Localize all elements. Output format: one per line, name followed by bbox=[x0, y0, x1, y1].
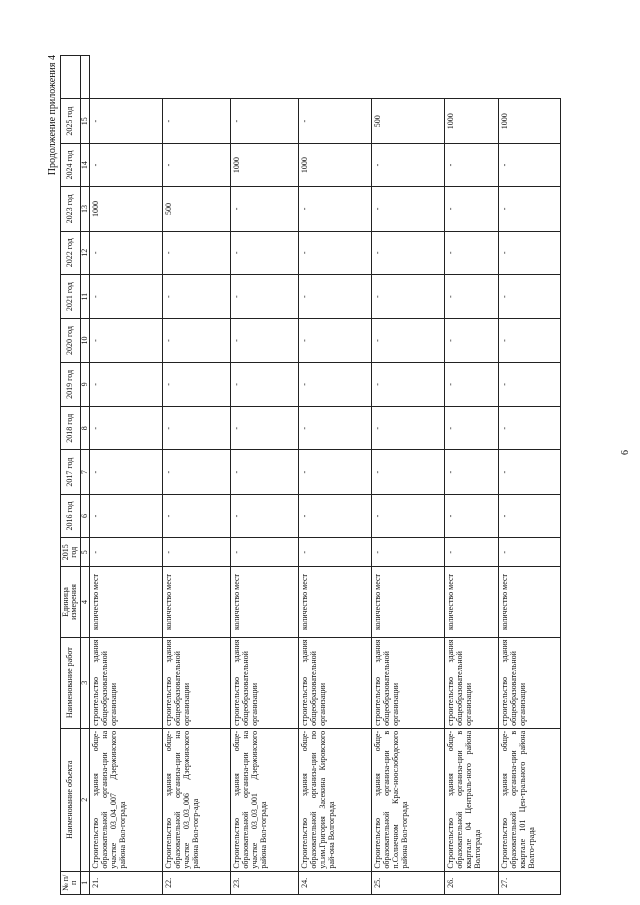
row-number: 22. bbox=[162, 871, 230, 894]
column-index: 10 bbox=[80, 319, 89, 362]
year-value: - bbox=[444, 274, 498, 318]
column-index: 13 bbox=[80, 187, 89, 231]
year-value: - bbox=[298, 99, 371, 143]
year-value: - bbox=[371, 143, 444, 186]
year-value: 1000 bbox=[298, 143, 371, 186]
year-value: - bbox=[444, 362, 498, 406]
column-index: 2 bbox=[80, 728, 89, 871]
year-value: - bbox=[444, 143, 498, 186]
works-name: строительство здания общеобразовательной организации bbox=[298, 637, 371, 728]
table-row bbox=[298, 56, 371, 895]
table-row bbox=[89, 56, 162, 895]
object-name: Строительство здания обще-образовательной организа-ции по ул.им.Григория Засекина Кировского рай-она Волгограда bbox=[298, 728, 371, 871]
header-cell: 2016 год bbox=[61, 494, 81, 537]
year-value: - bbox=[298, 538, 371, 567]
year-value: - bbox=[444, 494, 498, 537]
header-cell: Наименование работ bbox=[61, 637, 81, 728]
header-cell: 2022 год bbox=[61, 231, 81, 274]
year-value: 1000 bbox=[498, 99, 560, 143]
year-value: - bbox=[162, 494, 230, 537]
year-value: - bbox=[162, 319, 230, 362]
year-value: - bbox=[89, 231, 162, 274]
year-value: - bbox=[498, 231, 560, 274]
year-value: - bbox=[89, 407, 162, 450]
year-value: - bbox=[371, 319, 444, 362]
header-cell: 2023 год bbox=[61, 187, 81, 231]
column-index: 8 bbox=[80, 407, 89, 450]
header-cell: 2017 год bbox=[61, 450, 81, 494]
year-value: 1000 bbox=[230, 143, 298, 186]
year-value: - bbox=[298, 231, 371, 274]
column-index bbox=[80, 56, 89, 99]
year-value: - bbox=[162, 99, 230, 143]
year-value: - bbox=[371, 494, 444, 537]
column-index: 5 bbox=[80, 538, 89, 567]
header-row bbox=[61, 56, 81, 895]
year-value: - bbox=[230, 450, 298, 494]
year-value: - bbox=[298, 274, 371, 318]
object-name: Строительство здания обще-образовательной организа-ции на участке 03_03_006 Дзержинского района Вол-гогр-ада bbox=[162, 728, 230, 871]
header-cell: № п/п bbox=[61, 871, 81, 894]
header-cell: Наименование объекта bbox=[61, 728, 81, 871]
year-value: - bbox=[371, 231, 444, 274]
year-value: - bbox=[230, 407, 298, 450]
unit-of-measure: количество мест bbox=[162, 567, 230, 637]
object-name: Строительство здания обще-образовательной организа-ции в п.Солнечном Крас-ноослободского района Вол-гограда bbox=[371, 728, 444, 871]
year-value: - bbox=[89, 143, 162, 186]
year-value: - bbox=[444, 450, 498, 494]
year-value: - bbox=[298, 494, 371, 537]
year-value: - bbox=[230, 538, 298, 567]
year-value: - bbox=[371, 450, 444, 494]
works-name: строительство здания общеобразовательной организации bbox=[371, 637, 444, 728]
year-value: - bbox=[498, 274, 560, 318]
header-cell: 2020 год bbox=[61, 319, 81, 362]
year-value: - bbox=[230, 319, 298, 362]
row-number: 24. bbox=[298, 871, 371, 894]
year-value: - bbox=[162, 407, 230, 450]
unit-of-measure: количество мест bbox=[230, 567, 298, 637]
year-value: - bbox=[498, 143, 560, 186]
year-value: - bbox=[444, 187, 498, 231]
year-value: - bbox=[298, 362, 371, 406]
header-cell bbox=[61, 56, 81, 99]
column-index: 11 bbox=[80, 274, 89, 318]
year-value: - bbox=[371, 538, 444, 567]
year-value: - bbox=[230, 362, 298, 406]
year-value: - bbox=[371, 187, 444, 231]
object-name: Строительство здания обще-образовательной организа-ции в квартале 04 Централь-ного района Волгограда bbox=[444, 728, 498, 871]
column-index: 12 bbox=[80, 231, 89, 274]
construction-table bbox=[60, 55, 561, 895]
year-value: - bbox=[89, 99, 162, 143]
column-index: 6 bbox=[80, 494, 89, 537]
row-number: 26. bbox=[444, 871, 498, 894]
year-value: - bbox=[298, 407, 371, 450]
year-value: - bbox=[298, 319, 371, 362]
unit-of-measure: количество мест bbox=[298, 567, 371, 637]
column-index: 7 bbox=[80, 450, 89, 494]
year-value: - bbox=[230, 231, 298, 274]
year-value: - bbox=[162, 538, 230, 567]
column-index: 14 bbox=[80, 143, 89, 186]
year-value: - bbox=[444, 231, 498, 274]
unit-of-measure: количество мест bbox=[371, 567, 444, 637]
year-value: - bbox=[298, 187, 371, 231]
works-name: строительство здания общеобразовательной организации bbox=[444, 637, 498, 728]
year-value: 500 bbox=[162, 187, 230, 231]
year-value: - bbox=[89, 450, 162, 494]
year-value: - bbox=[498, 362, 560, 406]
object-name: Строительство здания обще-образовательной организа-ции на участке 03_03_001 Дзержинского района Вол-гограда bbox=[230, 728, 298, 871]
appendix-caption: Продолжение приложения 4 bbox=[47, 55, 58, 176]
year-value: - bbox=[162, 362, 230, 406]
year-value: - bbox=[162, 450, 230, 494]
year-value: - bbox=[444, 407, 498, 450]
table-body bbox=[89, 56, 560, 895]
year-value: - bbox=[371, 274, 444, 318]
header-cell: 2021 год bbox=[61, 274, 81, 318]
page-number: 6 bbox=[620, 450, 631, 455]
year-value: - bbox=[444, 319, 498, 362]
year-value: 1000 bbox=[444, 99, 498, 143]
year-value: - bbox=[162, 231, 230, 274]
row-number: 23. bbox=[230, 871, 298, 894]
year-value: - bbox=[162, 143, 230, 186]
year-value: - bbox=[371, 362, 444, 406]
year-value: - bbox=[230, 187, 298, 231]
object-name: Строительство здания обще-образовательной организа-ции на участке 03_04_007 Дзержинского района Вол-гограда bbox=[89, 728, 162, 871]
table-row bbox=[444, 56, 498, 895]
column-index: 9 bbox=[80, 362, 89, 406]
header-cell: 2024 год bbox=[61, 143, 81, 186]
works-name: строительство здания общеобразовательной организации bbox=[498, 637, 560, 728]
header-cell: 2015 год bbox=[61, 538, 81, 567]
column-index: 1 bbox=[80, 871, 89, 894]
table-row bbox=[371, 56, 444, 895]
year-value: - bbox=[444, 538, 498, 567]
year-value: - bbox=[498, 450, 560, 494]
year-value: 1000 bbox=[89, 187, 162, 231]
column-index: 3 bbox=[80, 637, 89, 728]
column-index-row bbox=[80, 56, 89, 895]
year-value: - bbox=[230, 494, 298, 537]
year-value: - bbox=[230, 274, 298, 318]
column-index: 4 bbox=[80, 567, 89, 637]
works-name: строительство здания общеобразовательной организации bbox=[162, 637, 230, 728]
row-number: 21. bbox=[89, 871, 162, 894]
year-value: - bbox=[89, 319, 162, 362]
year-value: - bbox=[298, 450, 371, 494]
row-number: 25. bbox=[371, 871, 444, 894]
year-value: - bbox=[162, 274, 230, 318]
year-value: - bbox=[89, 538, 162, 567]
table-row bbox=[162, 56, 230, 895]
unit-of-measure: количество мест bbox=[498, 567, 560, 637]
works-name: строительство здания общеобразовательной организации bbox=[230, 637, 298, 728]
year-value: - bbox=[498, 407, 560, 450]
header-cell: Единица измерения bbox=[61, 567, 81, 637]
header-cell: 2018 год bbox=[61, 407, 81, 450]
object-name: Строительство здания обще-образовательной организа-ции в квартале 101 Цен-трального района Волго-града bbox=[498, 728, 560, 871]
year-value: - bbox=[371, 407, 444, 450]
year-value: - bbox=[230, 99, 298, 143]
year-value: - bbox=[498, 187, 560, 231]
year-value: - bbox=[498, 538, 560, 567]
table-row bbox=[498, 56, 560, 895]
table-row bbox=[230, 56, 298, 895]
column-index: 15 bbox=[80, 99, 89, 143]
header-cell: 2025 год bbox=[61, 99, 81, 143]
year-value: - bbox=[89, 494, 162, 537]
works-name: строительство здания общеобразовательной организации bbox=[89, 637, 162, 728]
year-value: - bbox=[89, 274, 162, 318]
unit-of-measure: количество мест bbox=[89, 567, 162, 637]
year-value: - bbox=[89, 362, 162, 406]
row-number: 27. bbox=[498, 871, 560, 894]
header-cell: 2019 год bbox=[61, 362, 81, 406]
unit-of-measure: количество мест bbox=[444, 567, 498, 637]
year-value: 500 bbox=[371, 99, 444, 143]
year-value: - bbox=[498, 319, 560, 362]
year-value: - bbox=[498, 494, 560, 537]
